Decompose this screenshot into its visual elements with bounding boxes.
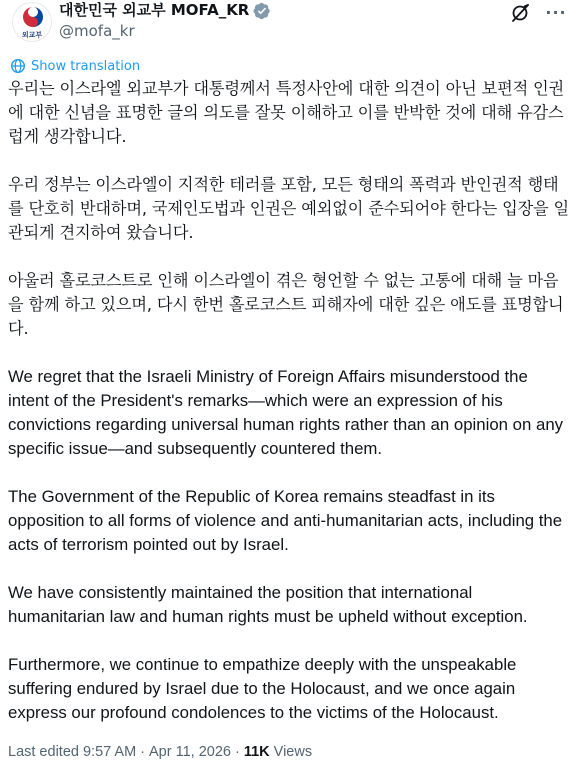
meta-separator: ·: [140, 744, 146, 760]
edited-timestamp[interactable]: Last edited 9:57 AM: [8, 744, 137, 760]
views-count: 11K: [243, 744, 270, 760]
post-paragraph-en-1: We regret that the Israeli Ministry of Foreign Affairs misunderstood the intent of the President's remarks—which were an expression of his convictions regarding universal human rights rather than an opinion on any specific issue—and subsequently countered them.: [8, 367, 564, 458]
post-paragraph-ko-2: 우리 정부는 이스라엘이 지적한 테러를 포함, 모든 형태의 폭력과 반인권적 행태를 단호히 반대하며, 국제인도법과 인권은 예외없이 준수되어야 한다는 입장을 일관되게 견지하여 왔습니다.: [8, 175, 570, 242]
post-paragraph-ko-1: 우리는 이스라엘 외교부가 대통령께서 특정사안에 대한 의견이 아닌 보편적 인권에 대한 신념을 표명한 글의 의도를 잘못 이해하고 이를 반박한 것에 대해 유감스럽게 생각합니다.: [8, 79, 565, 146]
avatar[interactable]: [12, 2, 52, 42]
post-header: [8, 0, 569, 48]
grok-icon[interactable]: [509, 2, 531, 24]
post-paragraph-en-2: The Government of the Republic of Korea remains steadfast in its opposition to all forms of violence and anti-humanitarian acts, including the acts of terrorism pointed out by Israel.: [8, 487, 563, 554]
author-names: [59, 0, 271, 41]
post-date[interactable]: Apr 11, 2026: [149, 744, 231, 760]
author-handle[interactable]: @mofa_kr: [59, 22, 135, 40]
views-label: Views: [273, 744, 313, 760]
verified-badge-icon[interactable]: [253, 2, 271, 20]
post-text: [8, 77, 571, 725]
author-display-name-row[interactable]: [59, 0, 271, 21]
post-paragraph-ko-3: 아울러 홀로코스트로 인해 이스라엘이 겪은 형언할 수 없는 고통에 대해 늘 마음을 함께 하고 있으며, 다시 한번 홀로코스트 피해자에 대한 깊은 애도를 표명합니다.: [8, 271, 564, 338]
avatar-label: 외교부: [21, 31, 43, 39]
globe-icon: [10, 58, 26, 74]
more-icon[interactable]: ···: [545, 3, 567, 22]
show-translation-label[interactable]: Show translation: [31, 58, 141, 74]
taeguk-emblem-icon: [22, 6, 44, 28]
show-translation-link[interactable]: [10, 56, 140, 76]
meta-separator: ·: [234, 744, 240, 760]
post-paragraph-en-4: Furthermore, we continue to empathize deeply with the unspeakable suffering endured by Israel due to the Holocaust, and we once again express our profound condolences to the victims of the Holocaust.: [8, 655, 517, 722]
post-meta: [8, 742, 312, 762]
author-display-name[interactable]: 대한민국 외교부 MOFA_KR: [59, 1, 250, 19]
post-paragraph-en-3: We have consistently maintained the position that international humanitarian law and human rights must be upheld without exception.: [8, 583, 528, 626]
